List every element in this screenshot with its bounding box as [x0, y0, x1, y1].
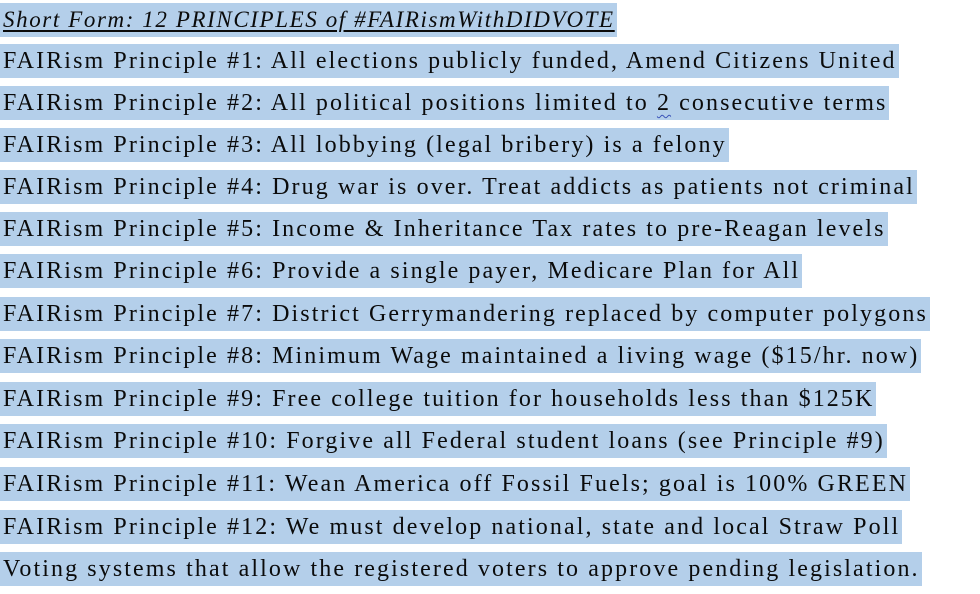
- principle-10: [0, 424, 887, 458]
- principle-label: FAIRism Principle #9:: [3, 386, 273, 412]
- title-text: Short Form: 12 PRINCIPLES of #FAIRismWithDIDVOTE: [0, 3, 617, 37]
- principle-label: FAIRism Principle #8:: [3, 343, 273, 369]
- principle-label: FAIRism Principle #12:: [3, 514, 286, 540]
- principle-text: All elections publicly funded, Amend Citizens United: [270, 48, 897, 74]
- principle-label: FAIRism Principle #4:: [3, 174, 273, 200]
- principle-label: FAIRism Principle #2:: [3, 90, 271, 116]
- principle-text: All political positions limited to: [270, 90, 657, 116]
- principle-text: Income & Inheritance Tax rates to pre-Reagan levels: [272, 216, 886, 242]
- principle-9: [0, 382, 876, 416]
- principle-11: [0, 467, 910, 501]
- principle-label: FAIRism Principle #1:: [3, 48, 271, 74]
- principle-5: [0, 212, 888, 246]
- principle-label: FAIRism Principle #11:: [3, 471, 285, 497]
- principle-label: FAIRism Principle #5:: [3, 216, 273, 242]
- principle-text: District Gerrymandering replaced by computer polygons: [272, 301, 928, 327]
- principle-label: FAIRism Principle #6:: [3, 258, 273, 284]
- principle-text: Forgive all Federal student loans (see Principle #9): [286, 428, 885, 454]
- principle-3: [0, 128, 729, 162]
- principle-6: [0, 254, 802, 288]
- principle-7: [0, 297, 930, 331]
- principle-label: FAIRism Principle #3:: [3, 132, 271, 158]
- principle-text: Drug war is over. Treat addicts as patients not criminal: [272, 174, 915, 200]
- spellcheck-flagged-word[interactable]: 2: [656, 90, 672, 116]
- principle-2: [0, 86, 889, 120]
- principle-text: We must develop national, state and local Straw Poll: [285, 514, 901, 540]
- principle-12-continuation: [0, 552, 922, 586]
- principle-4: [0, 170, 917, 204]
- principle-text: Provide a single payer, Medicare Plan for All: [272, 258, 801, 284]
- principle-text-end: consecutive terms: [671, 90, 888, 116]
- principle-text: Minimum Wage maintained a living wage ($15/hr. now): [272, 343, 920, 369]
- principle-12: [0, 510, 902, 544]
- principle-text: All lobbying (legal bribery) is a felony: [270, 132, 727, 158]
- principle-1: [0, 44, 899, 78]
- principle-8: [0, 339, 921, 373]
- principle-text: Free college tuition for households less than $125K: [272, 386, 875, 412]
- document-title: [0, 3, 617, 37]
- principle-label: FAIRism Principle #10:: [3, 428, 287, 454]
- principle-label: FAIRism Principle #7:: [3, 301, 273, 327]
- continuation-text: Voting systems that allow the registered voters to approve pending legislation.: [0, 552, 922, 586]
- principle-text: Wean America off Fossil Fuels; goal is 100% GREEN: [284, 471, 909, 497]
